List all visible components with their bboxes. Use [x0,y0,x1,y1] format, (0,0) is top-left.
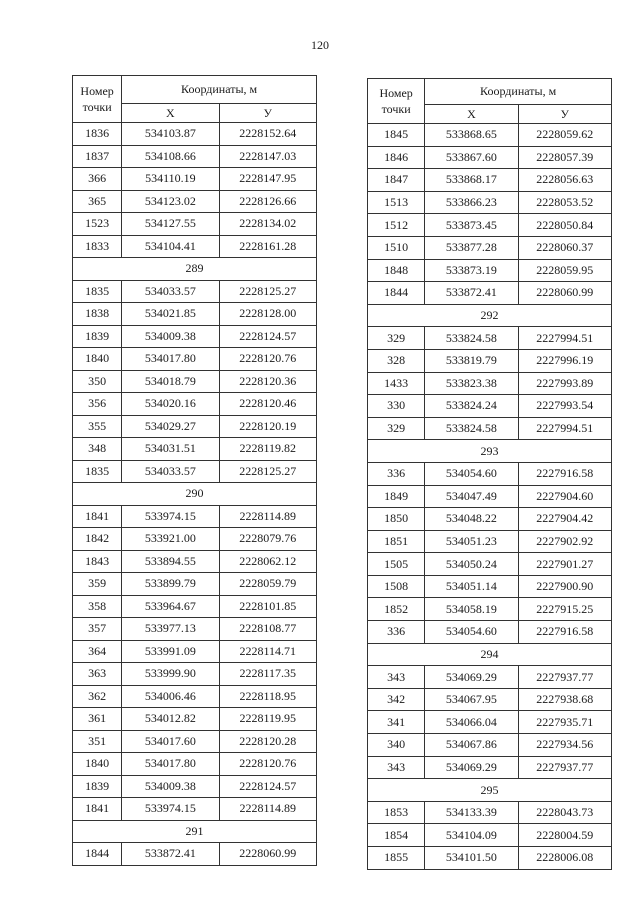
y-cell: 2228120.46 [219,393,316,416]
y-cell: 2228050.84 [518,214,611,237]
y-cell: 2228056.63 [518,169,611,192]
point-number-cell: 336 [368,462,425,485]
point-number-cell: 343 [368,666,425,689]
x-cell: 534033.57 [122,280,219,303]
y-cell: 2227901.27 [518,553,611,576]
point-number-cell: 1838 [73,303,122,326]
table-row [368,372,612,395]
x-cell: 534029.27 [122,415,219,438]
y-cell: 2228114.89 [219,505,316,528]
x-cell: 534066.04 [425,711,518,734]
y-cell: 2228059.79 [219,573,316,596]
table-row [73,528,317,551]
point-number-cell: 1839 [73,325,122,348]
x-cell: 534051.23 [425,530,518,553]
y-cell: 2228128.00 [219,303,316,326]
x-cell: 534058.19 [425,598,518,621]
y-cell: 2228161.28 [219,235,316,258]
point-number-cell: 1523 [73,213,122,236]
point-number-cell: 1505 [368,553,425,576]
y-cell: 2228004.59 [518,824,611,847]
x-cell: 534006.46 [122,685,219,708]
x-cell: 534067.86 [425,734,518,757]
x-cell: 533824.58 [425,327,518,350]
y-cell: 2227916.58 [518,621,611,644]
x-cell: 534009.38 [122,325,219,348]
x-cell: 533872.41 [425,282,518,305]
group-label: 291 [73,820,317,843]
table-row [368,801,612,824]
table-row [73,663,317,686]
x-cell: 534018.79 [122,370,219,393]
x-cell: 534051.14 [425,575,518,598]
x-cell: 533867.60 [425,146,518,169]
y-cell: 2228120.76 [219,348,316,371]
table-row [368,462,612,485]
header-y: У [219,104,316,123]
x-cell: 533872.41 [122,843,219,866]
group-label: 293 [368,440,612,463]
y-cell: 2228126.66 [219,190,316,213]
y-cell: 2228006.08 [518,847,611,870]
y-cell: 2228057.39 [518,146,611,169]
x-cell: 533894.55 [122,550,219,573]
x-cell: 534123.02 [122,190,219,213]
point-number-cell: 1841 [73,505,122,528]
y-cell: 2227994.51 [518,417,611,440]
point-number-cell: 364 [73,640,122,663]
y-cell: 2227934.56 [518,734,611,757]
y-cell: 2228120.36 [219,370,316,393]
x-cell: 533991.09 [122,640,219,663]
point-number-cell: 1835 [73,280,122,303]
table-row [73,415,317,438]
group-label: 289 [73,258,317,281]
table-row [73,753,317,776]
table-row [368,508,612,531]
table-row [368,530,612,553]
table-row [73,303,317,326]
y-cell: 2227993.54 [518,395,611,418]
x-cell: 533964.67 [122,595,219,618]
y-cell: 2228134.02 [219,213,316,236]
x-cell: 534108.66 [122,145,219,168]
table-row [73,843,317,866]
table-row [73,145,317,168]
point-number-cell: 1508 [368,575,425,598]
y-cell: 2227937.77 [518,756,611,779]
y-cell: 2228147.95 [219,168,316,191]
y-cell: 2228079.76 [219,528,316,551]
table-row [73,460,317,483]
y-cell: 2228147.03 [219,145,316,168]
x-cell: 534009.38 [122,775,219,798]
y-cell: 2227996.19 [518,349,611,372]
x-cell: 533873.19 [425,259,518,282]
point-number-cell: 1839 [73,775,122,798]
header-y: У [518,105,611,124]
y-cell: 2228120.28 [219,730,316,753]
point-number-cell: 1844 [368,282,425,305]
table-row [368,236,612,259]
table-row [73,685,317,708]
x-cell: 534103.87 [122,123,219,146]
x-cell: 533921.00 [122,528,219,551]
y-cell: 2228114.89 [219,798,316,821]
point-number-cell: 1843 [73,550,122,573]
x-cell: 534033.57 [122,460,219,483]
point-number-cell: 1510 [368,236,425,259]
y-cell: 2227937.77 [518,666,611,689]
table-row [368,124,612,147]
table-row [73,708,317,731]
point-number-cell: 363 [73,663,122,686]
point-number-cell: 1854 [368,824,425,847]
table-row [368,734,612,757]
point-number-cell: 361 [73,708,122,731]
table-row [368,711,612,734]
point-number-cell: 1513 [368,191,425,214]
table-row [368,847,612,870]
y-cell: 2228059.95 [518,259,611,282]
x-cell: 534104.41 [122,235,219,258]
point-number-cell: 1833 [73,235,122,258]
y-cell: 2228059.62 [518,124,611,147]
y-cell: 2228124.57 [219,325,316,348]
point-number-cell: 357 [73,618,122,641]
y-cell: 2228060.99 [219,843,316,866]
point-number-cell: 356 [73,393,122,416]
x-cell: 534067.95 [425,688,518,711]
x-cell: 534017.60 [122,730,219,753]
x-cell: 534012.82 [122,708,219,731]
table-row [73,640,317,663]
group-row [368,304,612,327]
x-cell: 534017.80 [122,348,219,371]
coordinates-table-right [367,78,612,870]
table-row [73,730,317,753]
x-cell: 533823.38 [425,372,518,395]
x-cell: 534047.49 [425,485,518,508]
point-number-cell: 1846 [368,146,425,169]
point-number-cell: 350 [73,370,122,393]
point-number-cell: 365 [73,190,122,213]
table-row [368,417,612,440]
x-cell: 533819.79 [425,349,518,372]
point-number-cell: 348 [73,438,122,461]
table-row [368,824,612,847]
table-row [73,573,317,596]
table-row [73,550,317,573]
x-cell: 534054.60 [425,462,518,485]
point-number-cell: 340 [368,734,425,757]
group-row [73,820,317,843]
point-number-cell: 1850 [368,508,425,531]
table-row [368,553,612,576]
point-number-cell: 1433 [368,372,425,395]
group-row [73,258,317,281]
table-row [73,393,317,416]
y-cell: 2228101.85 [219,595,316,618]
table-row [73,595,317,618]
x-cell: 533868.17 [425,169,518,192]
point-number-cell: 1842 [73,528,122,551]
x-cell: 533868.65 [425,124,518,147]
y-cell: 2227916.58 [518,462,611,485]
y-cell: 2228053.52 [518,191,611,214]
y-cell: 2228060.99 [518,282,611,305]
table-row [368,259,612,282]
point-number-cell: 341 [368,711,425,734]
table-row [73,235,317,258]
table-row [368,191,612,214]
y-cell: 2228117.35 [219,663,316,686]
point-number-cell: 329 [368,327,425,350]
x-cell: 533999.90 [122,663,219,686]
point-number-cell: 366 [73,168,122,191]
table-body [73,123,317,866]
header-x: X [122,104,219,123]
x-cell: 534069.29 [425,756,518,779]
table-row [368,621,612,644]
point-number-cell: 359 [73,573,122,596]
point-number-cell: 362 [73,685,122,708]
y-cell: 2227994.51 [518,327,611,350]
y-cell: 2227993.89 [518,372,611,395]
point-number-cell: 1848 [368,259,425,282]
point-number-cell: 330 [368,395,425,418]
header-coordinates: Координаты, м [122,76,317,104]
table-row [368,395,612,418]
point-number-cell: 1847 [368,169,425,192]
x-cell: 534133.39 [425,801,518,824]
header-x: X [425,105,518,124]
y-cell: 2227902.92 [518,530,611,553]
point-number-cell: 1845 [368,124,425,147]
point-number-cell: 1855 [368,847,425,870]
table-row [368,327,612,350]
y-cell: 2228120.19 [219,415,316,438]
point-number-cell: 1844 [73,843,122,866]
table-row [73,325,317,348]
table-row [368,214,612,237]
x-cell: 534021.85 [122,303,219,326]
y-cell: 2228119.95 [219,708,316,731]
table-row [73,438,317,461]
y-cell: 2228125.27 [219,280,316,303]
x-cell: 534048.22 [425,508,518,531]
y-cell: 2228114.71 [219,640,316,663]
table-row [73,190,317,213]
table-row [73,505,317,528]
group-label: 290 [73,483,317,506]
point-number-cell: 351 [73,730,122,753]
group-label: 295 [368,779,612,802]
table-row [73,168,317,191]
x-cell: 533877.28 [425,236,518,259]
table-row [73,370,317,393]
point-number-cell: 1841 [73,798,122,821]
table-row [73,348,317,371]
x-cell: 533866.23 [425,191,518,214]
table-row [368,169,612,192]
table-row [368,349,612,372]
point-number-cell: 329 [368,417,425,440]
x-cell: 534054.60 [425,621,518,644]
x-cell: 533824.24 [425,395,518,418]
group-label: 294 [368,643,612,666]
y-cell: 2228062.12 [219,550,316,573]
x-cell: 533974.15 [122,798,219,821]
table-body [368,124,612,870]
point-number-cell: 336 [368,621,425,644]
x-cell: 534101.50 [425,847,518,870]
table-row [73,123,317,146]
x-cell: 533974.15 [122,505,219,528]
x-cell: 533873.45 [425,214,518,237]
table-row [368,146,612,169]
header-point-number: Номер точки [73,76,122,123]
table-row [368,575,612,598]
point-number-cell: 1840 [73,753,122,776]
point-number-cell: 1837 [73,145,122,168]
table-row [73,775,317,798]
point-number-cell: 1851 [368,530,425,553]
point-number-cell: 1840 [73,348,122,371]
y-cell: 2228124.57 [219,775,316,798]
group-row [368,440,612,463]
y-cell: 2228120.76 [219,753,316,776]
group-row [368,779,612,802]
table-row [368,485,612,508]
table-row [73,798,317,821]
x-cell: 534017.80 [122,753,219,776]
x-cell: 533977.13 [122,618,219,641]
x-cell: 534069.29 [425,666,518,689]
point-number-cell: 342 [368,688,425,711]
header-point-number: Номер точки [368,79,425,124]
point-number-cell: 358 [73,595,122,618]
x-cell: 534020.16 [122,393,219,416]
group-label: 292 [368,304,612,327]
x-cell: 533824.58 [425,417,518,440]
x-cell: 534104.09 [425,824,518,847]
point-number-cell: 1835 [73,460,122,483]
table-row [368,282,612,305]
coordinates-table-left [72,75,317,866]
point-number-cell: 1836 [73,123,122,146]
x-cell: 534031.51 [122,438,219,461]
y-cell: 2228060.37 [518,236,611,259]
table-row [368,666,612,689]
table-row [368,598,612,621]
header-coordinates: Координаты, м [425,79,612,105]
y-cell: 2228119.82 [219,438,316,461]
point-number-cell: 1853 [368,801,425,824]
point-number-cell: 1512 [368,214,425,237]
y-cell: 2228118.95 [219,685,316,708]
y-cell: 2227904.60 [518,485,611,508]
y-cell: 2227935.71 [518,711,611,734]
x-cell: 534110.19 [122,168,219,191]
table-row [73,280,317,303]
y-cell: 2228152.64 [219,123,316,146]
point-number-cell: 328 [368,349,425,372]
page-number: 120 [311,38,329,52]
group-row [73,483,317,506]
y-cell: 2227915.25 [518,598,611,621]
table-row [368,688,612,711]
y-cell: 2228125.27 [219,460,316,483]
x-cell: 534050.24 [425,553,518,576]
y-cell: 2228043.73 [518,801,611,824]
point-number-cell: 1852 [368,598,425,621]
y-cell: 2227900.90 [518,575,611,598]
table-row [368,756,612,779]
x-cell: 533899.79 [122,573,219,596]
x-cell: 534127.55 [122,213,219,236]
table-row [73,618,317,641]
point-number-cell: 1849 [368,485,425,508]
point-number-cell: 355 [73,415,122,438]
point-number-cell: 343 [368,756,425,779]
y-cell: 2228108.77 [219,618,316,641]
y-cell: 2227904.42 [518,508,611,531]
table-row [73,213,317,236]
y-cell: 2227938.68 [518,688,611,711]
group-row [368,643,612,666]
